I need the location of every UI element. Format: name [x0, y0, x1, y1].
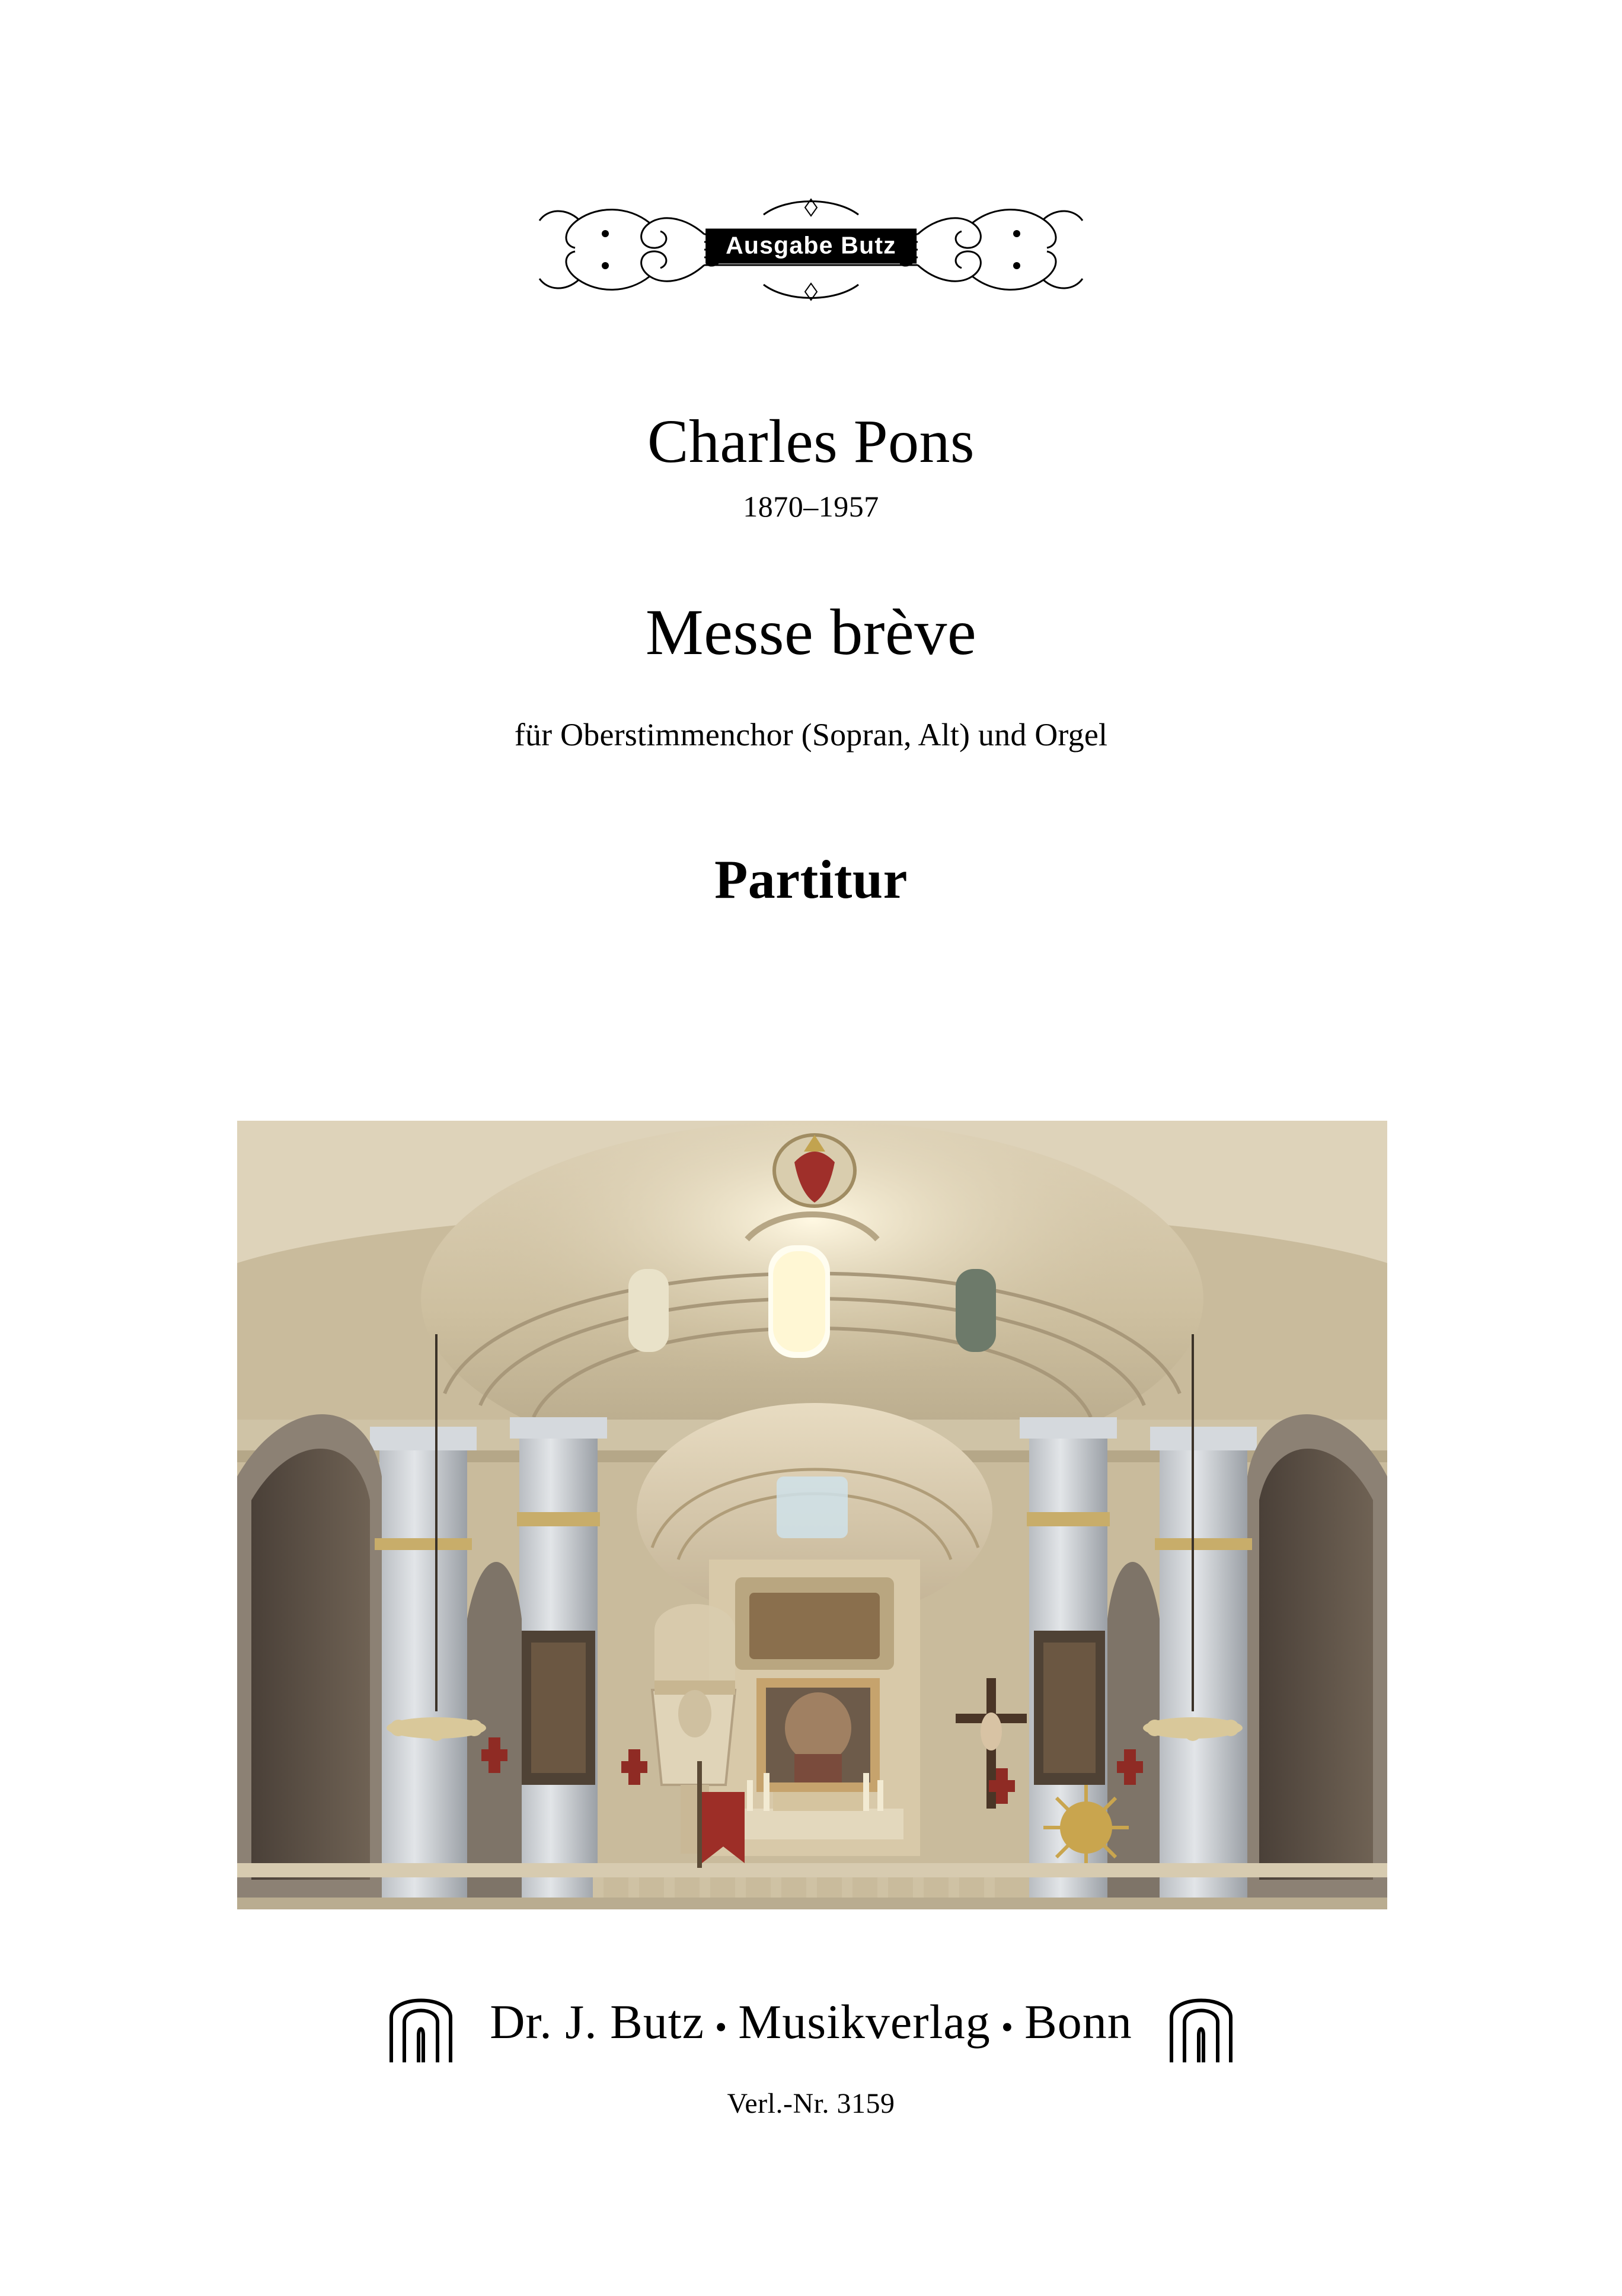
composer-lifespan: 1870–1957 [743, 490, 879, 524]
edition-type: Partitur [714, 849, 908, 910]
gothic-arch-icon [1166, 1981, 1237, 2064]
imprint-text [490, 1994, 1132, 2050]
imprint-separator-1: • [714, 2007, 728, 2046]
publisher-logo [0, 172, 1622, 320]
church-interior-image [237, 1121, 1387, 1909]
composer-name: Charles Pons [647, 407, 975, 476]
cover-photograph [237, 1121, 1387, 1909]
publisher-logo-ornament [509, 172, 1113, 320]
gothic-arch-icon [385, 1981, 456, 2064]
footer-imprint [0, 1981, 1622, 2120]
imprint-publisher-name: Dr. J. Butz [490, 1995, 704, 2049]
scoring-description: für Oberstimmenchor (Sopran, Alt) und Orgel [514, 717, 1108, 753]
title-block [0, 409, 1622, 911]
imprint-separator-2: • [1001, 2007, 1014, 2046]
imprint-publisher-type: Musikverlag [738, 1995, 991, 2049]
work-title: Messe brève [645, 596, 977, 669]
imprint-row [0, 1981, 1622, 2064]
publisher-logo-label: Ausgabe Butz [705, 229, 917, 264]
plate-number: Verl.-Nr. 3159 [727, 2088, 895, 2119]
imprint-city: Bonn [1024, 1995, 1132, 2049]
